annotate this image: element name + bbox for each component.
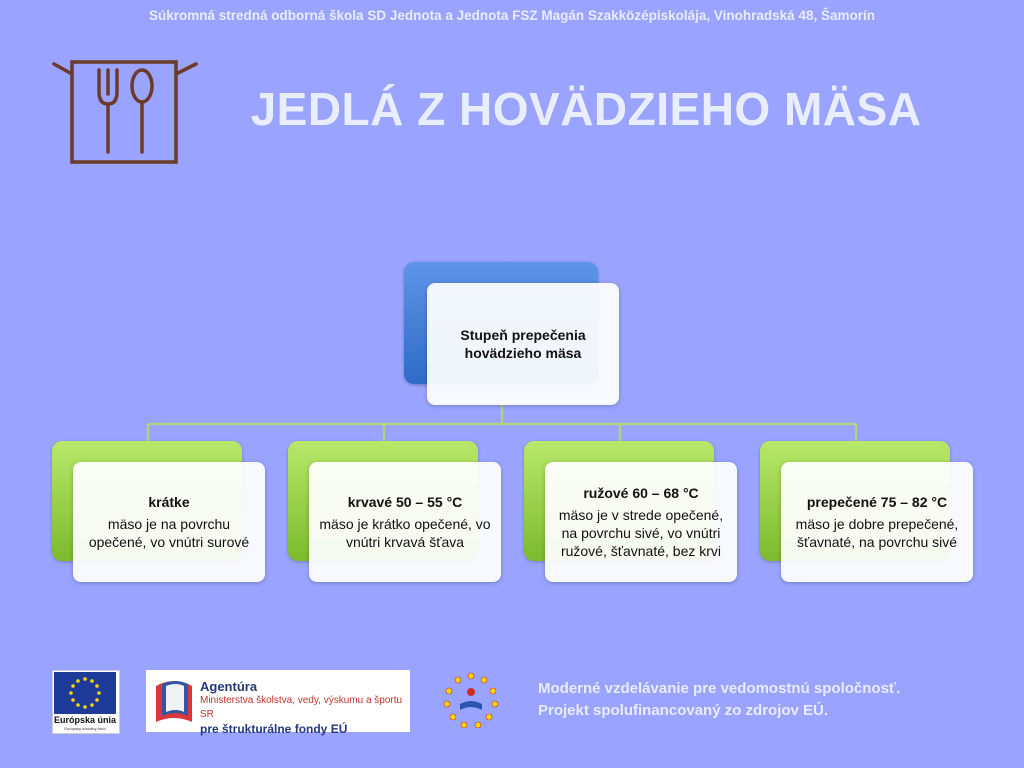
child-node-title: ružové 60 – 68 °C <box>583 485 699 501</box>
child-node-title: krvavé 50 – 55 °C <box>347 494 463 510</box>
agency-line3: pre štrukturálne fondy EÚ <box>200 722 348 736</box>
footer-text <box>538 678 900 722</box>
school-header: Súkromná stredná odborná škola SD Jednota a Jednota FSZ Magán Szakközépiskolája, Vinohradská 48, Šamorín <box>149 8 875 23</box>
op-stars-icon <box>440 670 502 732</box>
eu-flag-icon <box>54 672 116 714</box>
child-node-kratke <box>73 462 265 582</box>
eu-sub-label: Európsky sociálny fond <box>64 726 106 731</box>
child-node-prepecene <box>781 462 973 582</box>
root-node-line2: hovädzieho mäsa <box>464 345 582 361</box>
child-node-title: krátke <box>148 494 190 510</box>
agency-logo <box>146 670 410 736</box>
child-node-title: prepečené 75 – 82 °C <box>806 494 948 510</box>
child-node-desc: mäso je krátko opečené, vo vnútri krvavá šťava <box>319 516 491 550</box>
child-node-desc: mäso je na povrchu opečené, vo vnútri surové <box>88 516 250 550</box>
page-title: JEDLÁ Z HOVÄDZIEHO MÄSA <box>250 83 922 135</box>
book-icon <box>152 676 196 726</box>
child-node-desc: mäso je dobre prepečené, šťavnaté, na povrchu sivé <box>795 516 959 550</box>
footer-line2: Projekt spolufinancovaný zo zdrojov EÚ. <box>538 702 829 719</box>
agency-line2: Ministerstva školstva, vedy, výskumu a športu SR <box>200 695 403 720</box>
agency-text <box>200 680 410 736</box>
root-node <box>427 283 619 405</box>
root-node-line1: Stupeň prepečenia <box>460 327 586 343</box>
agency-line1: Agentúra <box>200 679 258 694</box>
eu-label: Európska únia <box>53 715 116 725</box>
footer-line1: Moderné vzdelávanie pre vedomostnú spoločnosť. <box>538 680 901 697</box>
op-vzdelavanie-logo <box>440 670 502 732</box>
child-node-desc: mäso je v strede opečené, na povrchu sivé, vo vnútri ružové, šťavnaté, bez krvi <box>558 507 724 559</box>
child-node-krvave <box>309 462 501 582</box>
child-node-ruzove <box>545 462 737 582</box>
op-label <box>440 670 441 671</box>
eu-logo <box>52 670 120 734</box>
